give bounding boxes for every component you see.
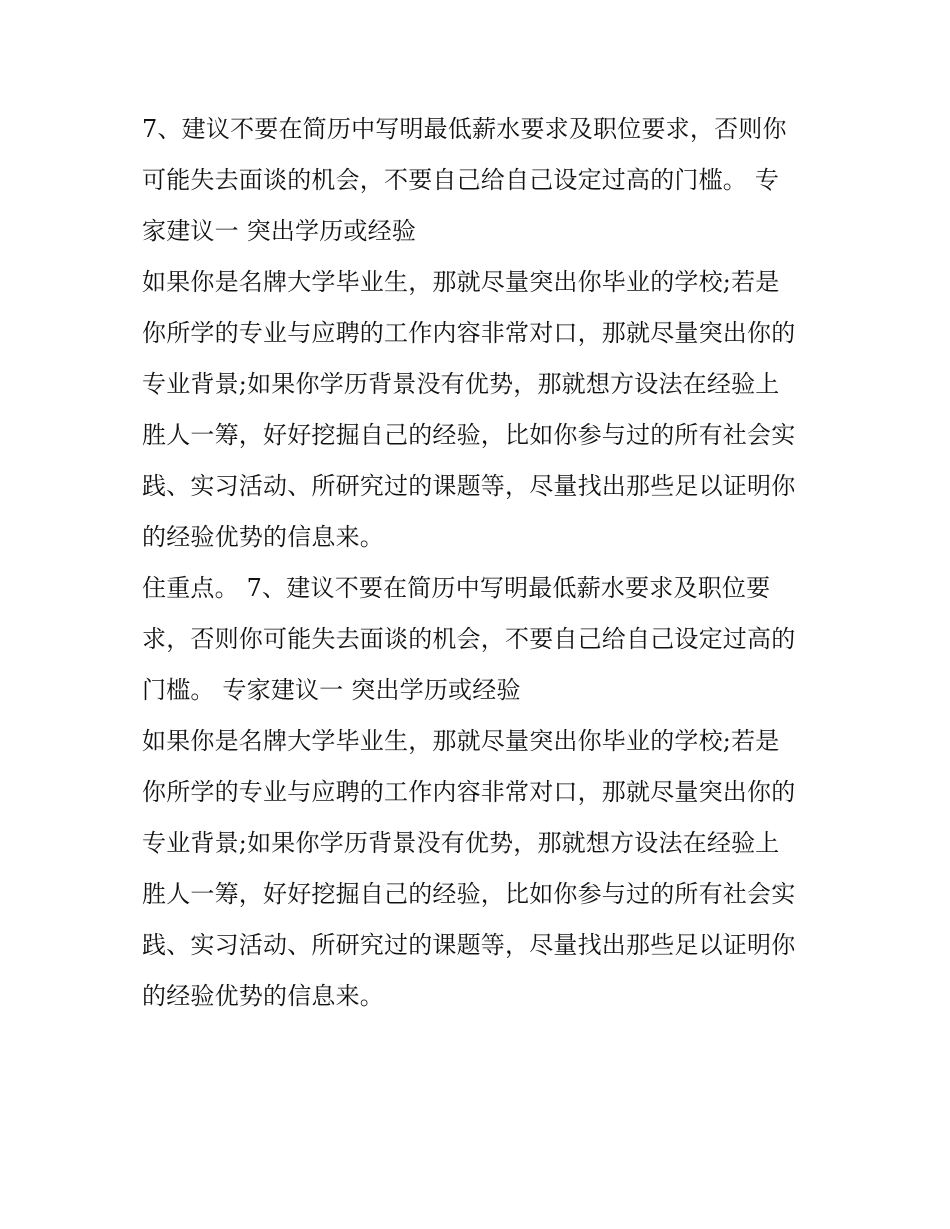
text-line: 胜人一筹，好好挖掘自己的经验，比如你参与过的所有社会实 xyxy=(142,421,796,449)
text-line: 践、实习活动、所研究过的课题等，尽量找出那些足以证明你 xyxy=(142,472,796,500)
text-line: 可能失去面谈的机会，不要自己给自己设定过高的门槛。 专 xyxy=(142,166,780,194)
text-line: 践、实习活动、所研究过的课题等，尽量找出那些足以证明你 xyxy=(142,931,796,959)
text-line: 专业背景;如果你学历背景没有优势，那就想方设法在经验上 xyxy=(142,370,780,398)
text-line: 的经验优势的信息来。 xyxy=(142,982,384,1010)
text-line: 胜人一筹，好好挖掘自己的经验，比如你参与过的所有社会实 xyxy=(142,880,796,908)
text-line: 你所学的专业与应聘的工作内容非常对口，那就尽量突出你的 xyxy=(142,319,796,347)
text-line: 7、建议不要在简历中写明最低薪水要求及职位要求，否则你 xyxy=(142,115,787,143)
text-line: 家建议一 突出学历或经验 xyxy=(142,217,417,245)
text-line: 门槛。 专家建议一 突出学历或经验 xyxy=(142,676,521,704)
text-line: 专业背景;如果你学历背景没有优势，那就想方设法在经验上 xyxy=(142,829,780,857)
text-line: 如果你是名牌大学毕业生，那就尽量突出你毕业的学校;若是 xyxy=(142,268,780,296)
text-line: 如果你是名牌大学毕业生，那就尽量突出你毕业的学校;若是 xyxy=(142,727,780,755)
text-line: 住重点。 7、建议不要在简历中写明最低薪水要求及职位要 xyxy=(142,574,771,602)
text-line: 你所学的专业与应聘的工作内容非常对口，那就尽量突出你的 xyxy=(142,778,796,806)
document-body xyxy=(142,104,814,1022)
text-line: 的经验优势的信息来。 xyxy=(142,523,384,551)
text-line: 求，否则你可能失去面谈的机会，不要自己给自己设定过高的 xyxy=(142,625,796,653)
